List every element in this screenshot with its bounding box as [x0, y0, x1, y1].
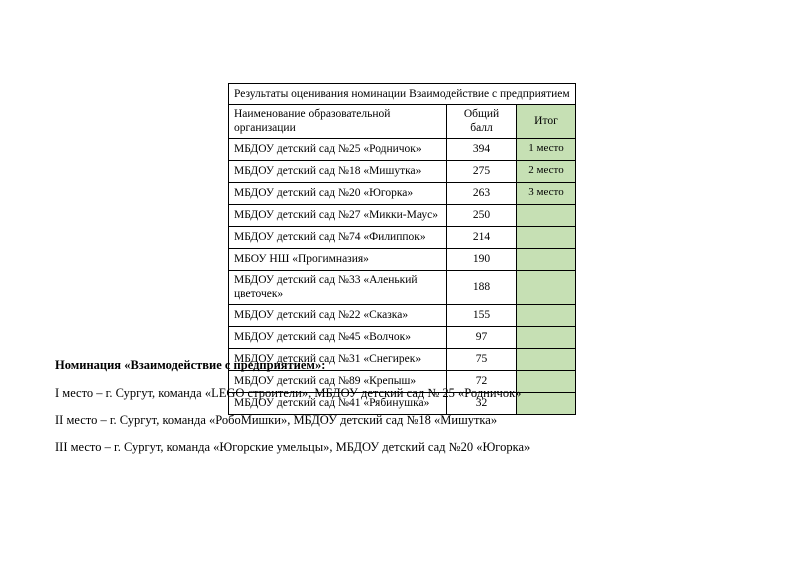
result-cell	[517, 326, 576, 348]
score-cell: 72	[447, 370, 517, 392]
result-cell	[517, 304, 576, 326]
org-name-cell: МБДОУ детский сад №45 «Волчок»	[229, 326, 447, 348]
score-cell: 250	[447, 204, 517, 226]
score-cell: 214	[447, 226, 517, 248]
score-cell: 32	[447, 392, 517, 414]
score-cell: 75	[447, 348, 517, 370]
first-place-line: I место – г. Сургут, команда «LEGO строители», МБДОУ детский сад № 25 «Родничок»	[55, 386, 522, 400]
result-cell: 1 место	[517, 138, 576, 160]
table-row	[229, 204, 576, 226]
score-cell: 394	[447, 138, 517, 160]
score-cell: 188	[447, 270, 517, 304]
org-name-cell: МБДОУ детский сад №41 «Рябинушка»	[229, 392, 447, 414]
second-place-line: II место – г. Сургут, команда «РобоМишки», МБДОУ детский сад №18 «Мишутка»	[55, 413, 498, 427]
org-name-cell: МБДОУ детский сад №18 «Мишутка»	[229, 160, 447, 182]
score-cell: 275	[447, 160, 517, 182]
score-cell: 190	[447, 248, 517, 270]
org-name-cell: МБДОУ детский сад №22 «Сказка»	[229, 304, 447, 326]
org-name-cell: МБОУ НШ «Прогимназия»	[229, 248, 447, 270]
third-place-line: III место – г. Сургут, команда «Югорские умельцы», МБДОУ детский сад №20 «Югорка»	[55, 440, 531, 454]
org-name-cell: МБДОУ детский сад №27 «Микки-Маус»	[229, 204, 447, 226]
org-name-cell: МБДОУ детский сад №89 «Крепыш»	[229, 370, 447, 392]
table-row	[229, 270, 576, 304]
result-cell	[517, 270, 576, 304]
result-cell	[517, 248, 576, 270]
table-title: Результаты оценивания номинации Взаимодействие с предприятием	[229, 84, 576, 105]
org-name-cell: МБДОУ детский сад №31 «Снегирек»	[229, 348, 447, 370]
table-row	[229, 248, 576, 270]
result-cell	[517, 204, 576, 226]
table-header-row	[229, 105, 576, 139]
score-cell: 263	[447, 182, 517, 204]
table-row	[229, 304, 576, 326]
table-row	[229, 160, 576, 182]
table-row	[229, 326, 576, 348]
table-row	[229, 226, 576, 248]
column-header-result: Итог	[517, 105, 576, 139]
score-cell: 155	[447, 304, 517, 326]
column-header-name: Наименование образовательной организации	[229, 105, 447, 139]
table-title-row	[229, 84, 576, 105]
result-cell: 2 место	[517, 160, 576, 182]
score-cell: 97	[447, 326, 517, 348]
summary-heading: Номинация «Взаимодействие с предприятием»:	[55, 358, 326, 372]
org-name-cell: МБДОУ детский сад №20 «Югорка»	[229, 182, 447, 204]
table-row	[229, 182, 576, 204]
org-name-cell: МБДОУ детский сад №25 «Родничок»	[229, 138, 447, 160]
table-row	[229, 138, 576, 160]
column-header-score: Общий балл	[447, 105, 517, 139]
org-name-cell: МБДОУ детский сад №74 «Филиппок»	[229, 226, 447, 248]
result-cell	[517, 226, 576, 248]
result-cell: 3 место	[517, 182, 576, 204]
org-name-cell: МБДОУ детский сад №33 «Аленький цветочек»	[229, 270, 447, 304]
summary-section	[55, 358, 675, 467]
